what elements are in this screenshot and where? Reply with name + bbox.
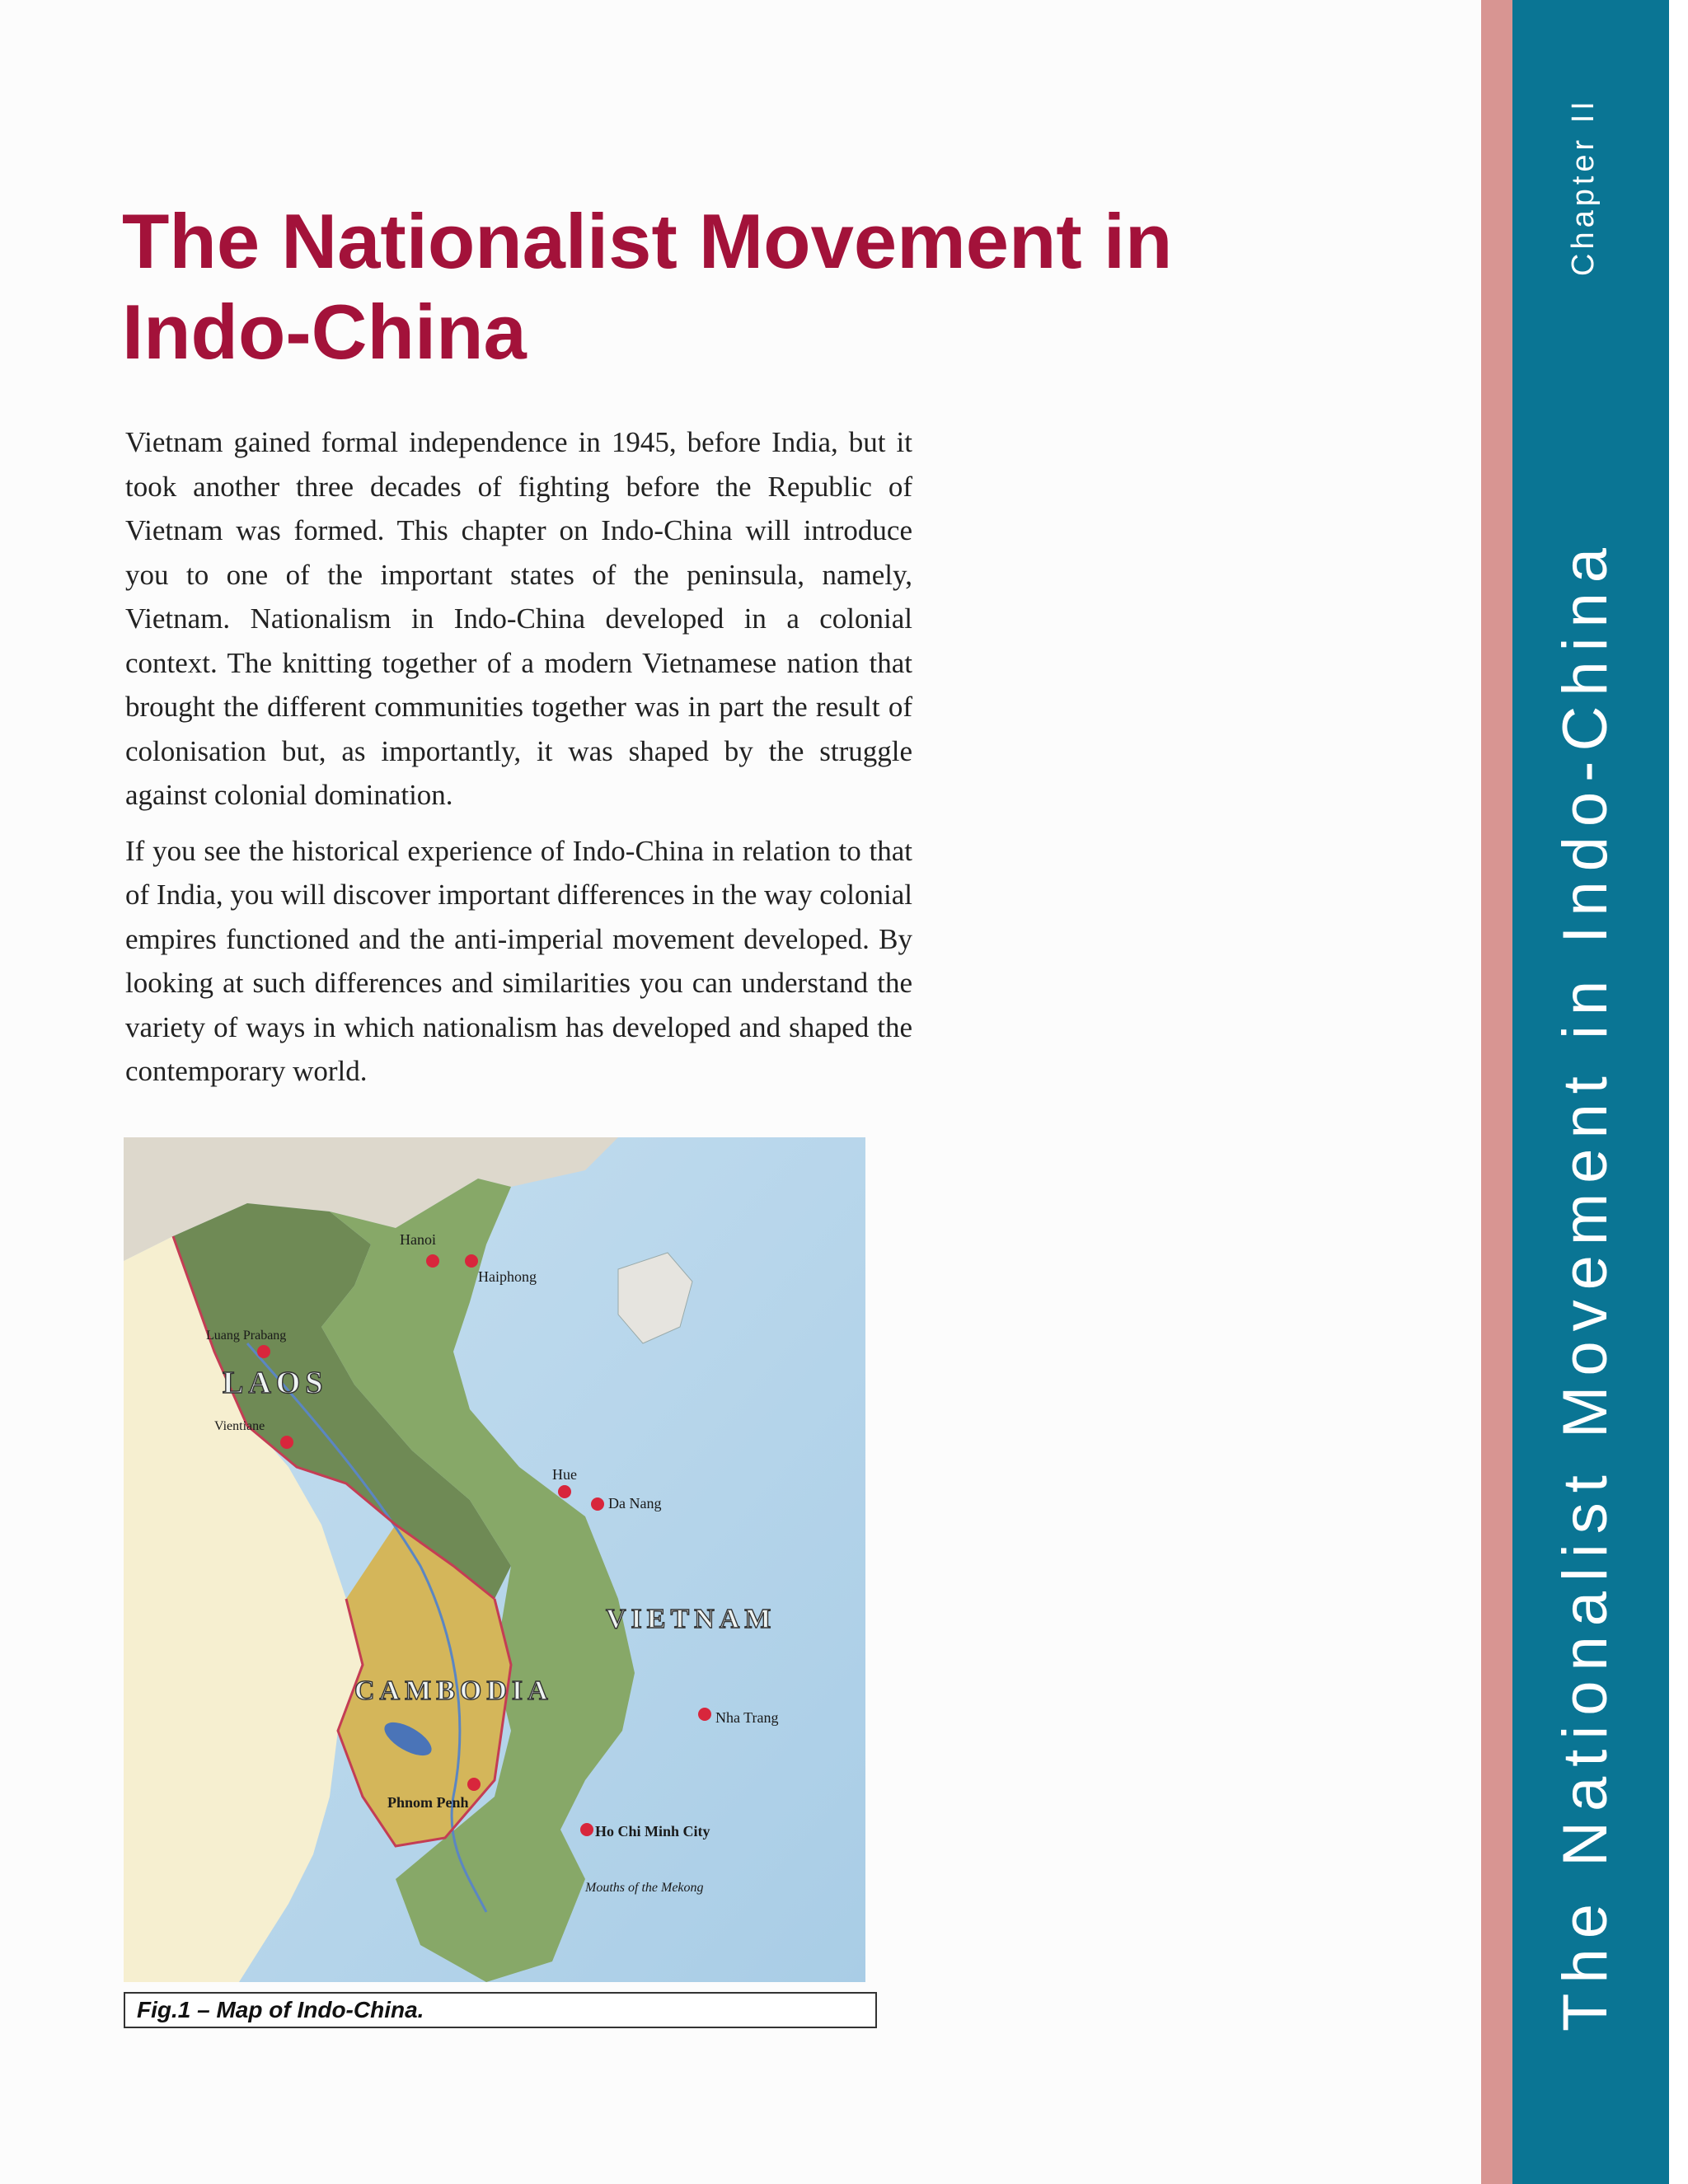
phnom-penh-dot — [467, 1778, 481, 1791]
nha-trang-dot — [698, 1708, 711, 1721]
indo-china-map — [124, 1137, 865, 1982]
label-phnom-penh: Phnom Penh — [387, 1794, 469, 1811]
vientiane-dot — [280, 1436, 293, 1449]
map-graphic — [124, 1137, 865, 1982]
sidebar-chapter-number: Chapter II — [1566, 97, 1601, 276]
label-haiphong: Haiphong — [478, 1268, 537, 1285]
paragraph-1: Vietnam gained formal independence in 1945, before India, but it took another three decades of fighting before the Republic of Vietnam was formed. This chapter on Indo-China will introduce you to one of the important states of the peninsula, namely, Vietnam. Nationalism in Indo-China developed in a colonial context. The knitting together of a modern Vietnamese nation that brought the different communities together was in part the result of colonisation but, as importantly, it was shaped by the struggle against colonial domination. — [125, 426, 912, 811]
page-title — [122, 196, 1193, 377]
label-hanoi: Hanoi — [400, 1231, 436, 1248]
luang-prabang-dot — [257, 1345, 270, 1358]
label-mouths-of-mekong: Mouths of the Mekong — [585, 1881, 704, 1895]
body-text — [125, 420, 912, 1105]
hcmc-dot — [580, 1823, 593, 1836]
sidebar-chapter-title: The Nationalist Movement in Indo-China — [1550, 537, 1620, 2032]
label-cambodia: CAMBODIA — [354, 1675, 553, 1706]
hanoi-dot — [426, 1254, 439, 1268]
sidebar-margin — [1669, 0, 1688, 2184]
label-vientiane: Vientiane — [214, 1419, 265, 1433]
label-hcmc: Ho Chi Minh City — [595, 1823, 710, 1840]
label-hue: Hue — [552, 1466, 577, 1483]
page-title-line-2: Indo-China — [122, 288, 527, 375]
sidebar-pink-strip — [1481, 0, 1512, 2184]
page-title-line-1: The Nationalist Movement in — [122, 198, 1173, 284]
figure-caption: Fig.1 – Map of Indo-China. — [124, 1992, 877, 2028]
paragraph-2: If you see the historical experience of Indo-China in relation to that of India, you will discover important differences in the way colonial empires functioned and the anti-imperial movement developed. By looking at such differences and similarities you can understand the variety of ways in which nationalism has developed and shaped the contemporary world. — [125, 834, 912, 1087]
label-nha-trang: Nha Trang — [715, 1709, 779, 1726]
label-luang-prabang: Luang Prabang — [206, 1329, 287, 1343]
hue-dot — [558, 1485, 571, 1498]
haiphong-dot — [465, 1254, 478, 1268]
label-vietnam: VIETNAM — [606, 1604, 776, 1634]
label-da-nang: Da Nang — [608, 1495, 662, 1511]
label-laos: LAOS — [223, 1366, 328, 1400]
da-nang-dot — [591, 1497, 604, 1511]
